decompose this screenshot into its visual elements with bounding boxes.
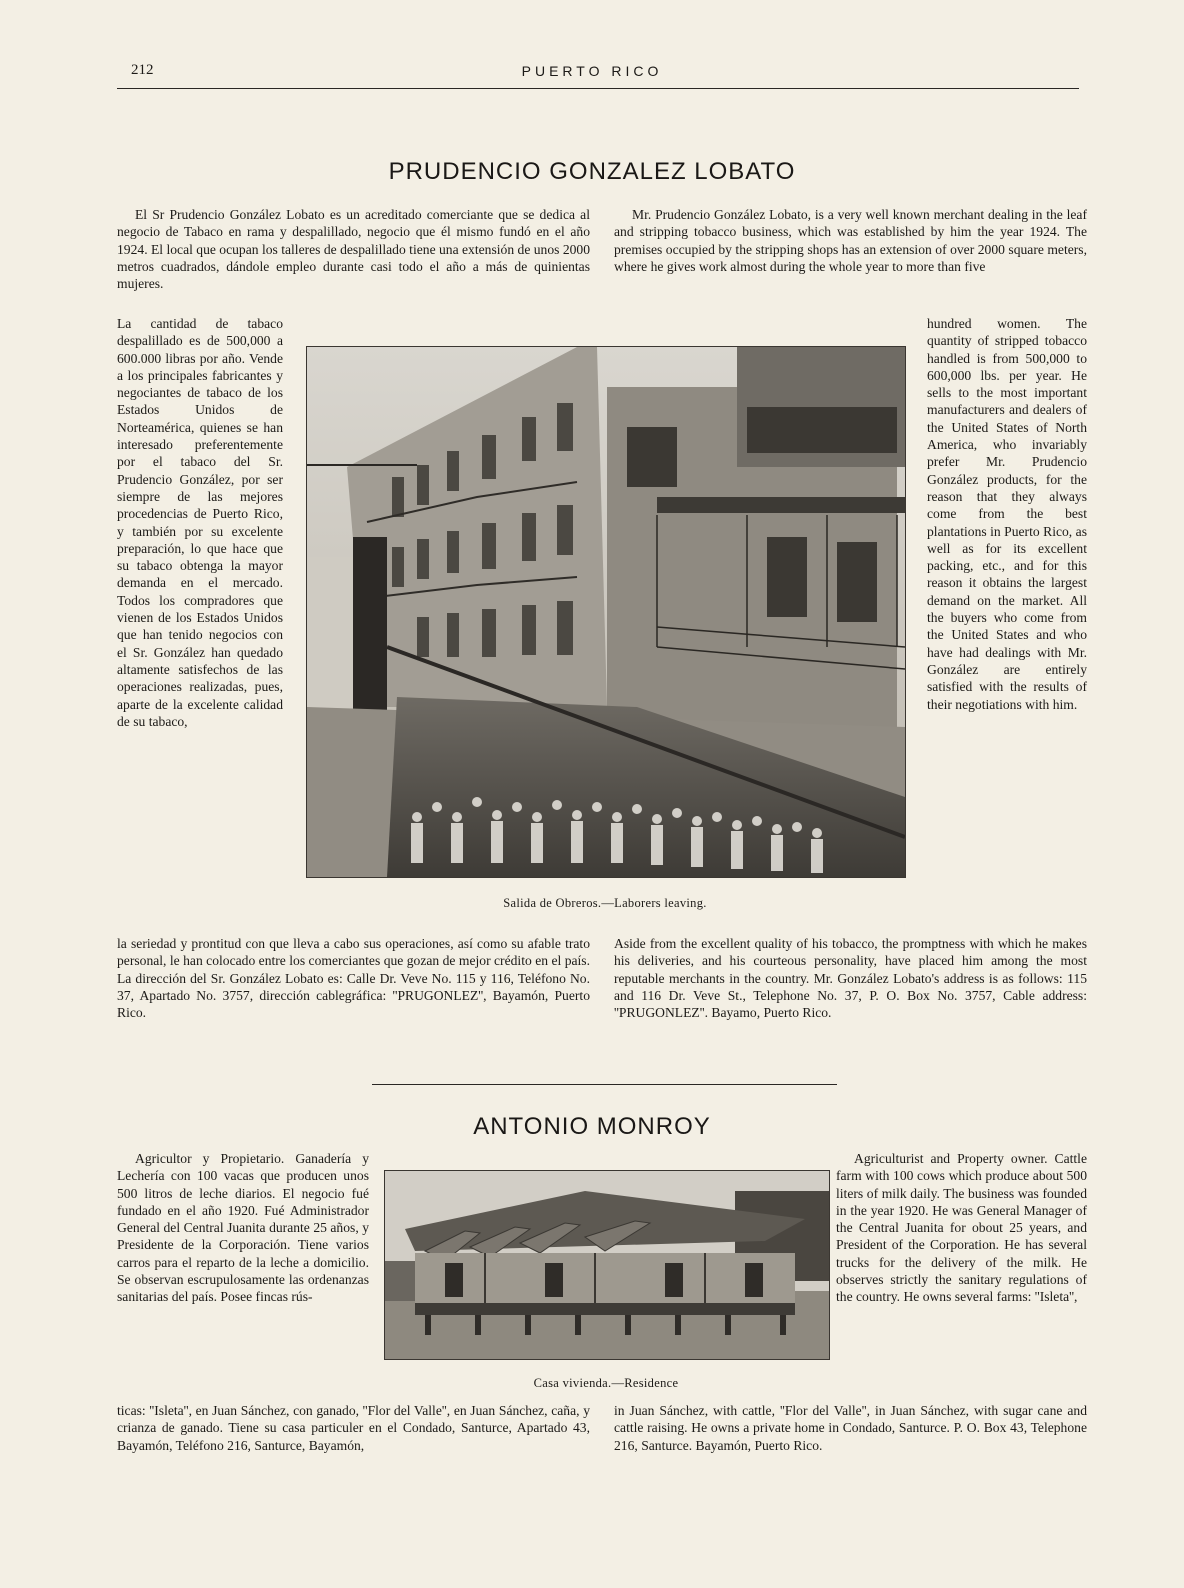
residence-photo xyxy=(384,1170,830,1360)
english-intro-paragraph: Mr. Prudencio González Lobato, is a very well known merchant dealing in the leaf and stripping tobacco business, which was established by him the year 1924. The premises occupied by the stripping shops has an extension of over 2000 square meters, where he gives work almost during the whole year to more than five xyxy=(614,207,1087,274)
laborers-photo-caption: Salida de Obreros.—Laborers leaving. xyxy=(503,896,707,910)
spanish-intro-paragraph: El Sr Prudencio González Lobato es un acreditado comerciante que se dedica al negocio de Tabaco en rama y despalillado, negocio que él mismo fundó en el año 1924. El local que ocupan los talleres de despalillado tiene una extensión de unos 2000 metros cuadrados, dándole empleo durante casi todo el año a más de quinientas mujeres. xyxy=(117,207,591,292)
english-side-column: hundred women. The quantity of stripped tobacco handled is from 500,000 to 600,000 lbs. per year. He sells to the most important manufacturers and dealers of the United States of North America, who invariably prefer Mr. Prudencio González products, for the reason that they always come from the best plantations in Puerto Rico, as well as for its excellent packing, etc., and for this reason it obtains the largest demand on the market. All the buyers who come from the United States and who have had dealings with Mr. González are entirely satisfied with the results of their negotiations with him. xyxy=(927,316,1087,712)
spanish-side-column: La cantidad de tabaco despalillado es de 500,000 a 600.000 libras por año. Vende a los principales fabricantes y negociantes de tabaco de los Estados Unidos de Norteamérica, quienes se han interesado preferentemente por el tabaco del Sr. Prudencio González, por ser siempre de las mejores procedencias de Puerto Rico, y también por su excelente preparación, lo que hace que su tabaco obtenga la mayor demanda en el mercado. Todos los compradores que vienen de los Estados Unidos que han tenido negocios con el Sr. González han quedado altamente satisfechos de las operaciones realizadas, pues, aparte de la excelente calidad de su tabaco, xyxy=(117,316,283,729)
article-title-monroy: ANTONIO MONROY xyxy=(473,1113,711,1140)
page-number: 212 xyxy=(131,62,154,78)
running-head: PUERTO RICO xyxy=(521,63,663,79)
laborers-photo-illustration xyxy=(307,347,905,877)
header-rule xyxy=(117,88,1079,89)
residence-photo-caption: Casa vivienda.—Residence xyxy=(533,1376,679,1390)
spanish-monroy-closing: ticas: ''Isleta'', en Juan Sánchez, con ganado, ''Flor del Valle'', en Juan Sánchez, caña, y crianza de ganado. Tiene su casa particuler en el Condado, Santurce, Apartado 43, Bayamón, Teléfono 216, Santurce, Bayamón, xyxy=(117,1403,590,1453)
english-closing-paragraph: Aside from the excellent quality of his tobacco, the promptness with which he makes his deliveries, and his courteous personality, have placed him among the most reputable merchants in the country. Mr. González Lobato's address is as follows: 115 and 116 Dr. Veve St., Telephone No. 37, P. O. Box No. 3757, Cable address: ''PRUGONLEZ''. Bayamo, Puerto Rico. xyxy=(614,936,1087,1021)
spanish-closing-paragraph: la seriedad y prontitud con que lleva a cabo sus operaciones, así como su afable trato personal, le han colocado entre los comerciantes que gozan de mejor crédito en el país. La dirección del Sr. González Lobato es: Calle Dr. Veve No. 115 y 116, Teléfono No. 37, Apartado No. 3757, dirección cablegráfica: ''PRUGONLEZ'', Bayamón, Puerto Rico. xyxy=(117,936,590,1021)
residence-photo-illustration xyxy=(385,1171,829,1359)
laborers-leaving-photo xyxy=(306,346,906,878)
section-divider xyxy=(372,1084,837,1085)
english-monroy-closing: in Juan Sánchez, with cattle, ''Flor del Valle'', in Juan Sánchez, with sugar cane and cattle raising. He owns a private home in Condado, Santurce. P. O. Box 43, Telephone 216, Santurce. Bayamón, Puerto Rico. xyxy=(614,1403,1087,1453)
english-monroy-column: Agriculturist and Property owner. Cattle farm with 100 cows which produce about 500 liters of milk daily. The business was founded in the year 1920. He was General Manager of the Central Juanita for obout 25 years, and President of the Corporation. He has several trucks for the delivery of the milk. He observes strictly the sanitary regulations of the country. He owns several farms: ''Isleta'', xyxy=(836,1151,1087,1305)
spanish-monroy-column: Agricultor y Propietario. Ganadería y Lechería con 100 vacas que producen unos 500 litros de leche diarios. El negocio fué fundado en el año 1920. Fué Administrador General del Central Juanita durante 25 años, y Presidente de la Corporación. Tiene varios carros para el reparto de la leche a domicilio. Se observan escrupulosamente las ordenanzas sanitarias del país. Posee fincas rús- xyxy=(117,1151,369,1305)
article-title-gonzalez-lobato: PRUDENCIO GONZALEZ LOBATO xyxy=(388,158,796,185)
